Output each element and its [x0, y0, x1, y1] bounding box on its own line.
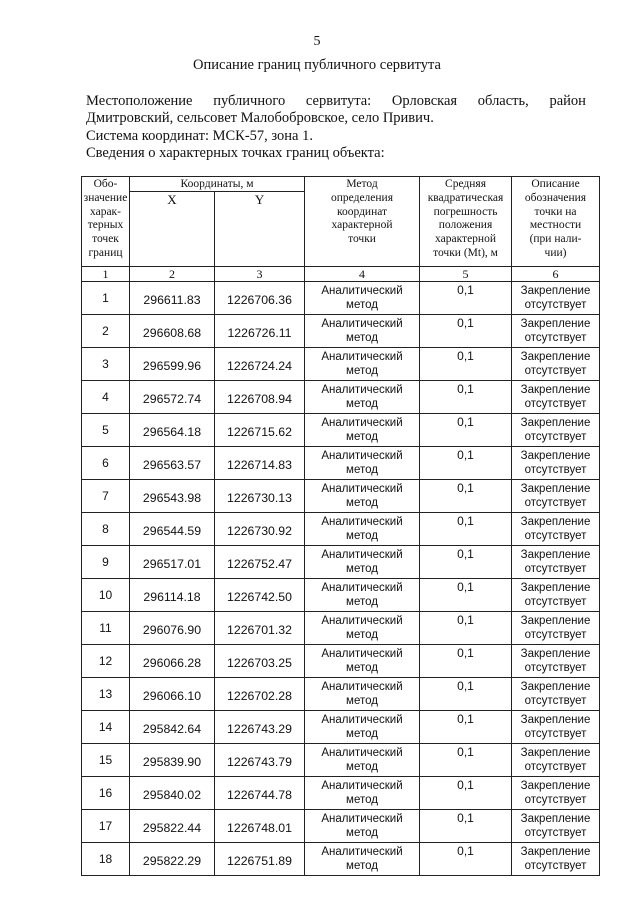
coordinate-x: 296611.83	[130, 282, 215, 315]
point-number: 9	[82, 546, 130, 579]
table-row	[82, 348, 600, 381]
description-cell	[512, 546, 600, 579]
mean-error: 0,1	[420, 744, 512, 777]
table-row	[82, 381, 600, 414]
point-number: 17	[82, 810, 130, 843]
method-line: метод	[346, 563, 378, 575]
coordinate-x: 296066.10	[130, 678, 215, 711]
mean-error: 0,1	[420, 381, 512, 414]
description-cell	[512, 744, 600, 777]
mean-error: 0,1	[420, 480, 512, 513]
method-line: Аналитический	[321, 351, 403, 363]
coordinate-y: 1226706.36	[215, 282, 305, 315]
method-line: Аналитический	[321, 813, 403, 825]
column-number: 2	[130, 267, 215, 282]
table-row	[82, 447, 600, 480]
coordinate-x: 295839.90	[130, 744, 215, 777]
column-numbers-row	[82, 267, 600, 282]
points-info-line: Сведения о характерных точках границ объекта:	[86, 145, 385, 161]
description-line: Закрепление	[520, 813, 591, 825]
method-cell	[305, 447, 420, 480]
method-cell	[305, 744, 420, 777]
description-line: Закрепление	[520, 285, 591, 297]
method-line: Аналитический	[321, 516, 403, 528]
description-line: отсутствует	[524, 860, 587, 872]
mean-error: 0,1	[420, 645, 512, 678]
method-cell	[305, 480, 420, 513]
description-cell	[512, 579, 600, 612]
boundary-points-table	[81, 176, 600, 876]
column-number: 3	[215, 267, 305, 282]
description-line: Закрепление	[520, 384, 591, 396]
method-line: Аналитический	[321, 318, 403, 330]
method-cell	[305, 678, 420, 711]
point-number: 3	[82, 348, 130, 381]
description-line: отсутствует	[524, 431, 587, 443]
description-line: Закрепление	[520, 615, 591, 627]
point-number: 2	[82, 315, 130, 348]
column-number: 5	[420, 267, 512, 282]
coordinate-y: 1226730.92	[215, 513, 305, 546]
header-method: Метод определения координат характерной точки	[305, 177, 420, 267]
description-cell	[512, 711, 600, 744]
table-row	[82, 315, 600, 348]
method-line: метод	[346, 629, 378, 641]
method-cell	[305, 282, 420, 315]
mean-error: 0,1	[420, 612, 512, 645]
description-cell	[512, 612, 600, 645]
point-number: 14	[82, 711, 130, 744]
coordinate-y: 1226726.11	[215, 315, 305, 348]
location-word: публичного	[213, 93, 286, 109]
description-line: Закрепление	[520, 747, 591, 759]
coordinate-y: 1226730.13	[215, 480, 305, 513]
description-line: отсутствует	[524, 563, 587, 575]
column-number: 1	[82, 267, 130, 282]
description-cell	[512, 480, 600, 513]
point-number: 8	[82, 513, 130, 546]
description-cell	[512, 414, 600, 447]
method-cell	[305, 711, 420, 744]
description-line: отсутствует	[524, 332, 587, 344]
method-line: метод	[346, 728, 378, 740]
description-line: Закрепление	[520, 450, 591, 462]
table-row	[82, 711, 600, 744]
point-number: 5	[82, 414, 130, 447]
coordinate-y: 1226743.29	[215, 711, 305, 744]
header-x: X	[130, 192, 215, 267]
description-line: Закрепление	[520, 351, 591, 363]
description-line: отсутствует	[524, 398, 587, 410]
description-line: Закрепление	[520, 582, 591, 594]
coordinate-x: 295822.29	[130, 843, 215, 876]
mean-error: 0,1	[420, 348, 512, 381]
mean-error: 0,1	[420, 711, 512, 744]
method-line: Аналитический	[321, 714, 403, 726]
location-word: Местоположение	[86, 93, 193, 109]
description-line: Закрепление	[520, 483, 591, 495]
mean-error: 0,1	[420, 513, 512, 546]
method-line: метод	[346, 497, 378, 509]
method-line: метод	[346, 332, 378, 344]
point-number: 10	[82, 579, 130, 612]
mean-error: 0,1	[420, 579, 512, 612]
table-row	[82, 546, 600, 579]
description-line: Закрепление	[520, 780, 591, 792]
header-description: Описание обозначения точки на местности (при нали- чии)	[512, 177, 600, 267]
method-line: метод	[346, 662, 378, 674]
point-number: 16	[82, 777, 130, 810]
coordinate-x: 296572.74	[130, 381, 215, 414]
table-row	[82, 579, 600, 612]
method-cell	[305, 612, 420, 645]
method-line: метод	[346, 398, 378, 410]
description-cell	[512, 315, 600, 348]
header-y: Y	[215, 192, 305, 267]
method-cell	[305, 579, 420, 612]
method-line: Аналитический	[321, 450, 403, 462]
coordinate-y: 1226715.62	[215, 414, 305, 447]
coordinate-y: 1226708.94	[215, 381, 305, 414]
method-line: метод	[346, 860, 378, 872]
method-line: Аналитический	[321, 582, 403, 594]
point-number: 13	[82, 678, 130, 711]
method-line: метод	[346, 530, 378, 542]
method-line: Аналитический	[321, 780, 403, 792]
table-row	[82, 777, 600, 810]
method-line: Аналитический	[321, 846, 403, 858]
method-cell	[305, 315, 420, 348]
table-row	[82, 678, 600, 711]
method-cell	[305, 645, 420, 678]
location-word: район	[549, 93, 586, 109]
description-line: отсутствует	[524, 629, 587, 641]
description-cell	[512, 645, 600, 678]
method-cell	[305, 414, 420, 447]
coordinate-x: 296563.57	[130, 447, 215, 480]
method-line: метод	[346, 596, 378, 608]
header-mean-error: Средняя квадратическая погрешность положения характерной точки (Mt), м	[420, 177, 512, 267]
description-cell	[512, 381, 600, 414]
mean-error: 0,1	[420, 282, 512, 315]
location-line-2: Дмитровский, сельсовет Малобобровское, село Привич.	[86, 110, 434, 126]
description-line: Закрепление	[520, 681, 591, 693]
method-line: метод	[346, 794, 378, 806]
column-number: 6	[512, 267, 600, 282]
method-line: Аналитический	[321, 549, 403, 561]
mean-error: 0,1	[420, 315, 512, 348]
method-line: Аналитический	[321, 747, 403, 759]
description-line: отсутствует	[524, 761, 587, 773]
table-row	[82, 513, 600, 546]
coordinate-x: 296544.59	[130, 513, 215, 546]
point-number: 11	[82, 612, 130, 645]
description-line: Закрепление	[520, 714, 591, 726]
mean-error: 0,1	[420, 777, 512, 810]
coordinate-y: 1226702.28	[215, 678, 305, 711]
location-word: сервитута:	[305, 93, 372, 109]
coordinate-y: 1226748.01	[215, 810, 305, 843]
mean-error: 0,1	[420, 414, 512, 447]
table-row	[82, 612, 600, 645]
coordinate-x: 296076.90	[130, 612, 215, 645]
method-cell	[305, 777, 420, 810]
description-line: отсутствует	[524, 299, 587, 311]
method-line: метод	[346, 464, 378, 476]
coordinate-y: 1226701.32	[215, 612, 305, 645]
description-cell	[512, 777, 600, 810]
table-row	[82, 414, 600, 447]
method-line: Аналитический	[321, 615, 403, 627]
location-word: Орловская	[391, 93, 458, 109]
coordinate-x: 296066.28	[130, 645, 215, 678]
coordinate-y: 1226724.24	[215, 348, 305, 381]
description-line: отсутствует	[524, 827, 587, 839]
coordinate-x: 296114.18	[130, 579, 215, 612]
point-number: 1	[82, 282, 130, 315]
description-cell	[512, 678, 600, 711]
point-number: 6	[82, 447, 130, 480]
description-line: отсутствует	[524, 497, 587, 509]
method-line: Аналитический	[321, 483, 403, 495]
description-cell	[512, 447, 600, 480]
point-number: 12	[82, 645, 130, 678]
description-cell	[512, 513, 600, 546]
description-line: отсутствует	[524, 464, 587, 476]
coordinate-y: 1226742.50	[215, 579, 305, 612]
point-number: 15	[82, 744, 130, 777]
coordinate-x: 296543.98	[130, 480, 215, 513]
point-number: 7	[82, 480, 130, 513]
mean-error: 0,1	[420, 546, 512, 579]
description-cell	[512, 282, 600, 315]
header-coordinates: Координаты, м	[130, 177, 305, 192]
description-line: отсутствует	[524, 530, 587, 542]
table-row	[82, 810, 600, 843]
description-line: отсутствует	[524, 728, 587, 740]
description-line: Закрепление	[520, 549, 591, 561]
method-cell	[305, 348, 420, 381]
coordinate-x: 295840.02	[130, 777, 215, 810]
method-line: метод	[346, 761, 378, 773]
coordinate-y: 1226752.47	[215, 546, 305, 579]
column-number: 4	[305, 267, 420, 282]
description-line: Закрепление	[520, 417, 591, 429]
method-line: метод	[346, 365, 378, 377]
description-line: отсутствует	[524, 596, 587, 608]
method-line: метод	[346, 827, 378, 839]
coordinate-x: 296517.01	[130, 546, 215, 579]
description-cell	[512, 348, 600, 381]
method-line: Аналитический	[321, 384, 403, 396]
document-title: Описание границ публичного сервитута	[192, 57, 441, 73]
mean-error: 0,1	[420, 678, 512, 711]
table-body	[82, 282, 600, 876]
method-line: Аналитический	[321, 648, 403, 660]
location-paragraph	[86, 93, 586, 127]
table-row	[82, 843, 600, 876]
method-cell	[305, 843, 420, 876]
coordinate-y: 1226743.79	[215, 744, 305, 777]
coordinate-y: 1226744.78	[215, 777, 305, 810]
method-cell	[305, 381, 420, 414]
method-line: метод	[346, 431, 378, 443]
coordinate-x: 296564.18	[130, 414, 215, 447]
method-line: Аналитический	[321, 417, 403, 429]
description-line: Закрепление	[520, 648, 591, 660]
mean-error: 0,1	[420, 843, 512, 876]
description-line: Закрепление	[520, 318, 591, 330]
coordinate-x: 295822.44	[130, 810, 215, 843]
mean-error: 0,1	[420, 447, 512, 480]
method-cell	[305, 546, 420, 579]
description-line: отсутствует	[524, 662, 587, 674]
coordinate-x: 296608.68	[130, 315, 215, 348]
page-number: 5	[313, 34, 321, 49]
table-row	[82, 282, 600, 315]
mean-error: 0,1	[420, 810, 512, 843]
coordinate-x: 296599.96	[130, 348, 215, 381]
method-line: метод	[346, 299, 378, 311]
table-row	[82, 480, 600, 513]
location-word: область,	[477, 93, 529, 109]
description-cell	[512, 810, 600, 843]
description-cell	[512, 843, 600, 876]
method-line: метод	[346, 695, 378, 707]
coordinate-y: 1226703.25	[215, 645, 305, 678]
description-line: отсутствует	[524, 365, 587, 377]
description-line: Закрепление	[520, 846, 591, 858]
coordinate-y: 1226714.83	[215, 447, 305, 480]
description-line: Закрепление	[520, 516, 591, 528]
method-line: Аналитический	[321, 285, 403, 297]
location-line-1	[86, 93, 586, 110]
coordinate-system-line: Система координат: МСК-57, зона 1.	[86, 128, 313, 144]
method-line: Аналитический	[321, 681, 403, 693]
header-point-designation: Обо- значение харак- терных точек границ	[82, 177, 130, 267]
method-cell	[305, 513, 420, 546]
description-line: отсутствует	[524, 794, 587, 806]
method-cell	[305, 810, 420, 843]
point-number: 4	[82, 381, 130, 414]
coordinate-y: 1226751.89	[215, 843, 305, 876]
table-row	[82, 744, 600, 777]
coordinate-x: 295842.64	[130, 711, 215, 744]
table-row	[82, 645, 600, 678]
point-number: 18	[82, 843, 130, 876]
description-line: отсутствует	[524, 695, 587, 707]
